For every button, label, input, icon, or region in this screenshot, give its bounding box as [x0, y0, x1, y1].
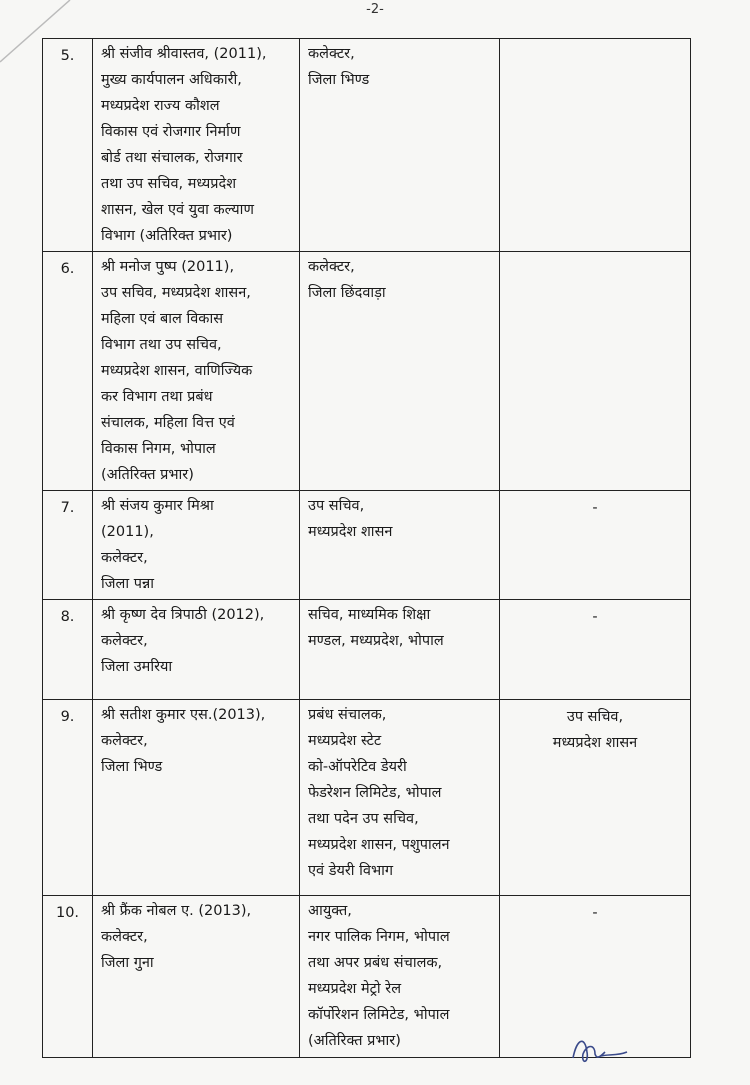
table-row — [43, 39, 691, 252]
new-posting-cell — [300, 700, 500, 896]
officer-name-line: विकास एवं रोजगार निर्माण — [101, 124, 241, 140]
new-posting-line: प्रबंध संचालक, — [308, 707, 387, 723]
table-row — [43, 252, 691, 491]
officer-name-line: विभाग तथा उप सचिव, — [101, 337, 222, 353]
new-posting-line: सचिव, माध्यमिक शिक्षा — [308, 607, 431, 623]
additional-charge-cell — [500, 39, 691, 252]
new-posting-line: नगर पालिक निगम, भोपाल — [308, 929, 450, 945]
officer-name-line: श्री फ्रैंक नोबल ए. (2013), — [101, 903, 252, 919]
new-posting-line: कॉर्पोरेशन लिमिटेड, भोपाल — [308, 1007, 450, 1023]
officer-name-line: शासन, खेल एवं युवा कल्याण — [101, 202, 254, 218]
officer-name-line: श्री सतीश कुमार एस.(2013), — [101, 707, 266, 723]
officer-name-line: मध्यप्रदेश राज्य कौशल — [101, 98, 220, 114]
new-posting-cell — [300, 39, 500, 252]
officer-name-line: मुख्य कार्यपालन अधिकारी, — [101, 72, 242, 88]
officer-name-cell — [93, 600, 300, 700]
additional-charge-cell — [500, 491, 691, 600]
additional-charge-line: - — [592, 905, 598, 921]
new-posting-line: तथा अपर प्रबंध संचालक, — [308, 955, 443, 971]
new-posting-line: एवं डेयरी विभाग — [308, 863, 394, 879]
serial-number: 6. — [60, 261, 75, 277]
additional-charge-cell — [500, 700, 691, 896]
officer-name-line: श्री मनोज पुष्प (2011), — [101, 259, 235, 275]
serial-number-cell — [43, 896, 93, 1058]
new-posting-line: को-ऑपरेटिव डेयरी — [308, 759, 407, 775]
serial-number: 8. — [60, 609, 75, 625]
officer-name-line: कलेक्टर, — [101, 733, 148, 749]
new-posting-cell — [300, 252, 500, 491]
new-posting-line: जिला भिण्ड — [308, 72, 370, 88]
serial-number-cell — [43, 252, 93, 491]
additional-charge-cell — [500, 600, 691, 700]
additional-charge-line: मध्यप्रदेश शासन — [552, 735, 638, 751]
new-posting-line: मध्यप्रदेश शासन, पशुपालन — [308, 837, 450, 853]
officer-name-cell — [93, 491, 300, 600]
officer-name-line: उप सचिव, मध्यप्रदेश शासन, — [101, 285, 251, 301]
table-row — [43, 491, 691, 600]
officer-name-line: कलेक्टर, — [101, 550, 148, 566]
officer-name-line: महिला एवं बाल विकास — [101, 311, 223, 327]
additional-charge-line: - — [592, 609, 598, 625]
officer-name-line: श्री संजीव श्रीवास्तव, (2011), — [101, 46, 267, 62]
officer-name-cell — [93, 896, 300, 1058]
officer-name-line: विभाग (अतिरिक्त प्रभार) — [101, 228, 233, 244]
new-posting-line: मण्डल, मध्यप्रदेश, भोपाल — [308, 633, 444, 649]
officer-name-line: विकास निगम, भोपाल — [101, 441, 216, 457]
new-posting-line: मध्यप्रदेश मेट्रो रेल — [308, 981, 402, 997]
new-posting-line: (अतिरिक्त प्रभार) — [308, 1033, 401, 1049]
transfer-order-table — [42, 38, 691, 1058]
officer-name-cell — [93, 700, 300, 896]
officer-name-line: (अतिरिक्त प्रभार) — [101, 467, 194, 483]
officer-name-line: जिला भिण्ड — [101, 759, 163, 775]
new-posting-cell — [300, 600, 500, 700]
new-posting-line: उप सचिव, — [308, 498, 365, 514]
serial-number-cell — [43, 600, 93, 700]
new-posting-cell — [300, 896, 500, 1058]
new-posting-line: कलेक्टर, — [308, 259, 355, 275]
table-row — [43, 600, 691, 700]
officer-name-line: जिला गुना — [101, 955, 154, 971]
new-posting-line: मध्यप्रदेश शासन — [308, 524, 393, 540]
new-posting-line: फेडरेशन लिमिटेड, भोपाल — [308, 785, 442, 801]
officer-name-line: श्री संजय कुमार मिश्रा — [101, 498, 214, 514]
serial-number-cell — [43, 39, 93, 252]
officer-name-cell — [93, 252, 300, 491]
officer-name-cell — [93, 39, 300, 252]
serial-number: 7. — [60, 500, 75, 516]
serial-number: 9. — [60, 709, 75, 725]
officer-name-line: संचालक, महिला वित्त एवं — [101, 415, 235, 431]
additional-charge-cell — [500, 252, 691, 491]
signature — [565, 1030, 635, 1070]
serial-number: 5. — [60, 48, 75, 64]
new-posting-line: जिला छिंदवाड़ा — [308, 285, 386, 301]
officer-name-line: बोर्ड तथा संचालक, रोजगार — [101, 150, 243, 166]
officer-name-line: कर विभाग तथा प्रबंध — [101, 389, 213, 405]
new-posting-line: मध्यप्रदेश स्टेट — [308, 733, 382, 749]
officer-name-line: जिला उमरिया — [101, 659, 173, 675]
table-body — [43, 39, 691, 1058]
officer-name-line: जिला पन्ना — [101, 576, 154, 592]
officer-name-line: मध्यप्रदेश शासन, वाणिज्यिक — [101, 363, 253, 379]
page-number: -2- — [366, 2, 384, 17]
new-posting-line: आयुक्त, — [308, 903, 352, 919]
officer-name-line: तथा उप सचिव, मध्यप्रदेश — [101, 176, 237, 192]
table-row — [43, 700, 691, 896]
officer-name-line: श्री कृष्ण देव त्रिपाठी (2012), — [101, 607, 265, 623]
new-posting-line: तथा पदेन उप सचिव, — [308, 811, 419, 827]
serial-number-cell — [43, 491, 93, 600]
serial-number: 10. — [55, 905, 80, 921]
additional-charge-line: - — [592, 500, 598, 516]
officer-name-line: (2011), — [101, 524, 154, 540]
new-posting-cell — [300, 491, 500, 600]
officer-name-line: कलेक्टर, — [101, 633, 148, 649]
additional-charge-line: उप सचिव, — [566, 709, 624, 725]
new-posting-line: कलेक्टर, — [308, 46, 355, 62]
officer-name-line: कलेक्टर, — [101, 929, 148, 945]
serial-number-cell — [43, 700, 93, 896]
